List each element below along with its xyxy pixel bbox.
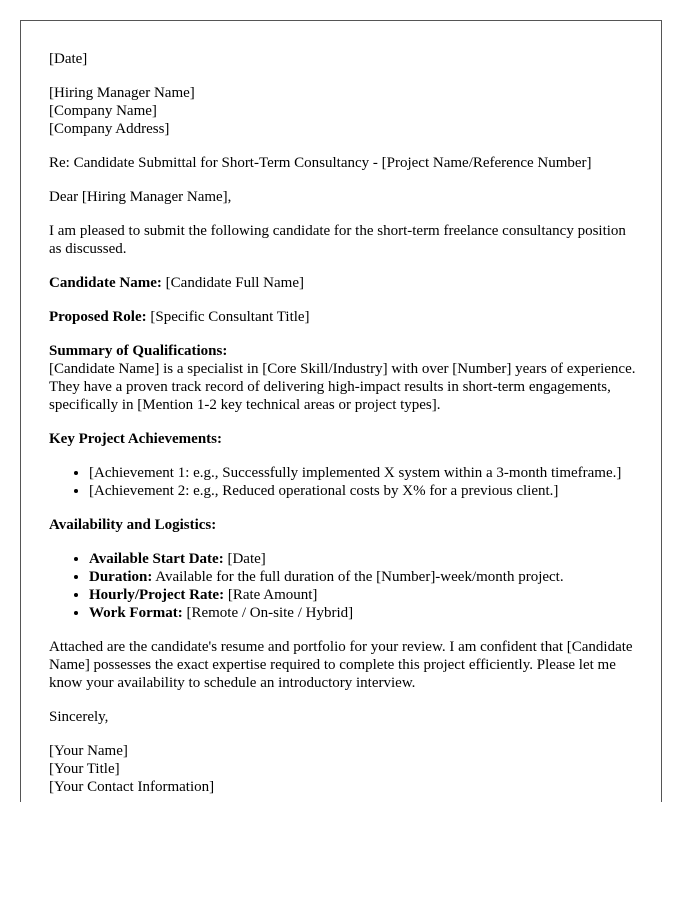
signature-name: [Your Name] (49, 743, 128, 759)
letter-signoff: Sincerely, (49, 709, 109, 725)
availability-heading-line (49, 516, 639, 534)
list-item (89, 550, 639, 568)
list-item (89, 604, 639, 622)
list-item (89, 568, 639, 586)
availability-value: Available for the full duration of the [Number]-week/month project. (152, 569, 564, 585)
letter-salutation: Dear [Hiring Manager Name], (49, 189, 232, 205)
candidate-name-line (49, 274, 639, 292)
recipient-address: [Company Address] (49, 121, 170, 137)
availability-label: Hourly/Project Rate: (89, 587, 225, 603)
availability-value: [Remote / On-site / Hybrid] (182, 605, 354, 621)
availability-label: Work Format: (89, 605, 183, 621)
qualifications-heading: Summary of Qualifications: (49, 343, 228, 359)
proposed-role-line (49, 308, 639, 326)
list-item (89, 586, 639, 604)
letter-page (20, 20, 662, 802)
proposed-role-label: Proposed Role: (49, 309, 147, 325)
recipient-company: [Company Name] (49, 103, 157, 119)
letter-date: [Date] (49, 51, 88, 67)
signature-block (49, 742, 639, 796)
achievements-heading-line (49, 430, 639, 448)
qualifications-text: [Candidate Name] is a specialist in [Core Skill/Industry] with over [Number] years of experience. They have a proven track record of delivering high-impact results in short-term engagements, specifically in [Mention 1-2 key technical areas or project types]. (49, 361, 636, 413)
letter-intro: I am pleased to submit the following candidate for the short-term freelance consultancy position as discussed. (49, 223, 626, 257)
list-item: • [Achievement 2: e.g., Reduced operational costs by X% for a previous client.] (89, 482, 639, 500)
candidate-name-label: Candidate Name: (49, 275, 162, 291)
proposed-role-value: [Specific Consultant Title] (146, 309, 310, 325)
achievements-heading: Key Project Achievements: (49, 431, 222, 447)
qualifications-section (49, 342, 639, 414)
list-item: • [Achievement 1: e.g., Successfully implemented X system within a 3-month timeframe.] (89, 464, 639, 482)
recipient-block (49, 84, 639, 138)
availability-heading: Availability and Logistics: (49, 517, 217, 533)
signature-contact: [Your Contact Information] (49, 779, 215, 795)
availability-list (49, 550, 639, 622)
letter-content (49, 50, 639, 802)
letter-subject: Re: Candidate Submittal for Short-Term Consultancy - [Project Name/Reference Number] (49, 155, 592, 171)
signature-title: [Your Title] (49, 761, 120, 777)
availability-label: Duration: (89, 569, 153, 585)
achievements-list (49, 464, 639, 500)
availability-label: Available Start Date: (89, 551, 224, 567)
closing-paragraph: Attached are the candidate's resume and portfolio for your review. I am confident that [Candidate Name] possesses the exact expertise required to complete this project efficiently. Please let me know your availability to schedule an introductory interview. (49, 639, 633, 691)
candidate-name-value: [Candidate Full Name] (161, 275, 304, 291)
recipient-name: [Hiring Manager Name] (49, 85, 195, 101)
availability-value: [Rate Amount] (224, 587, 318, 603)
availability-value: [Date] (223, 551, 266, 567)
